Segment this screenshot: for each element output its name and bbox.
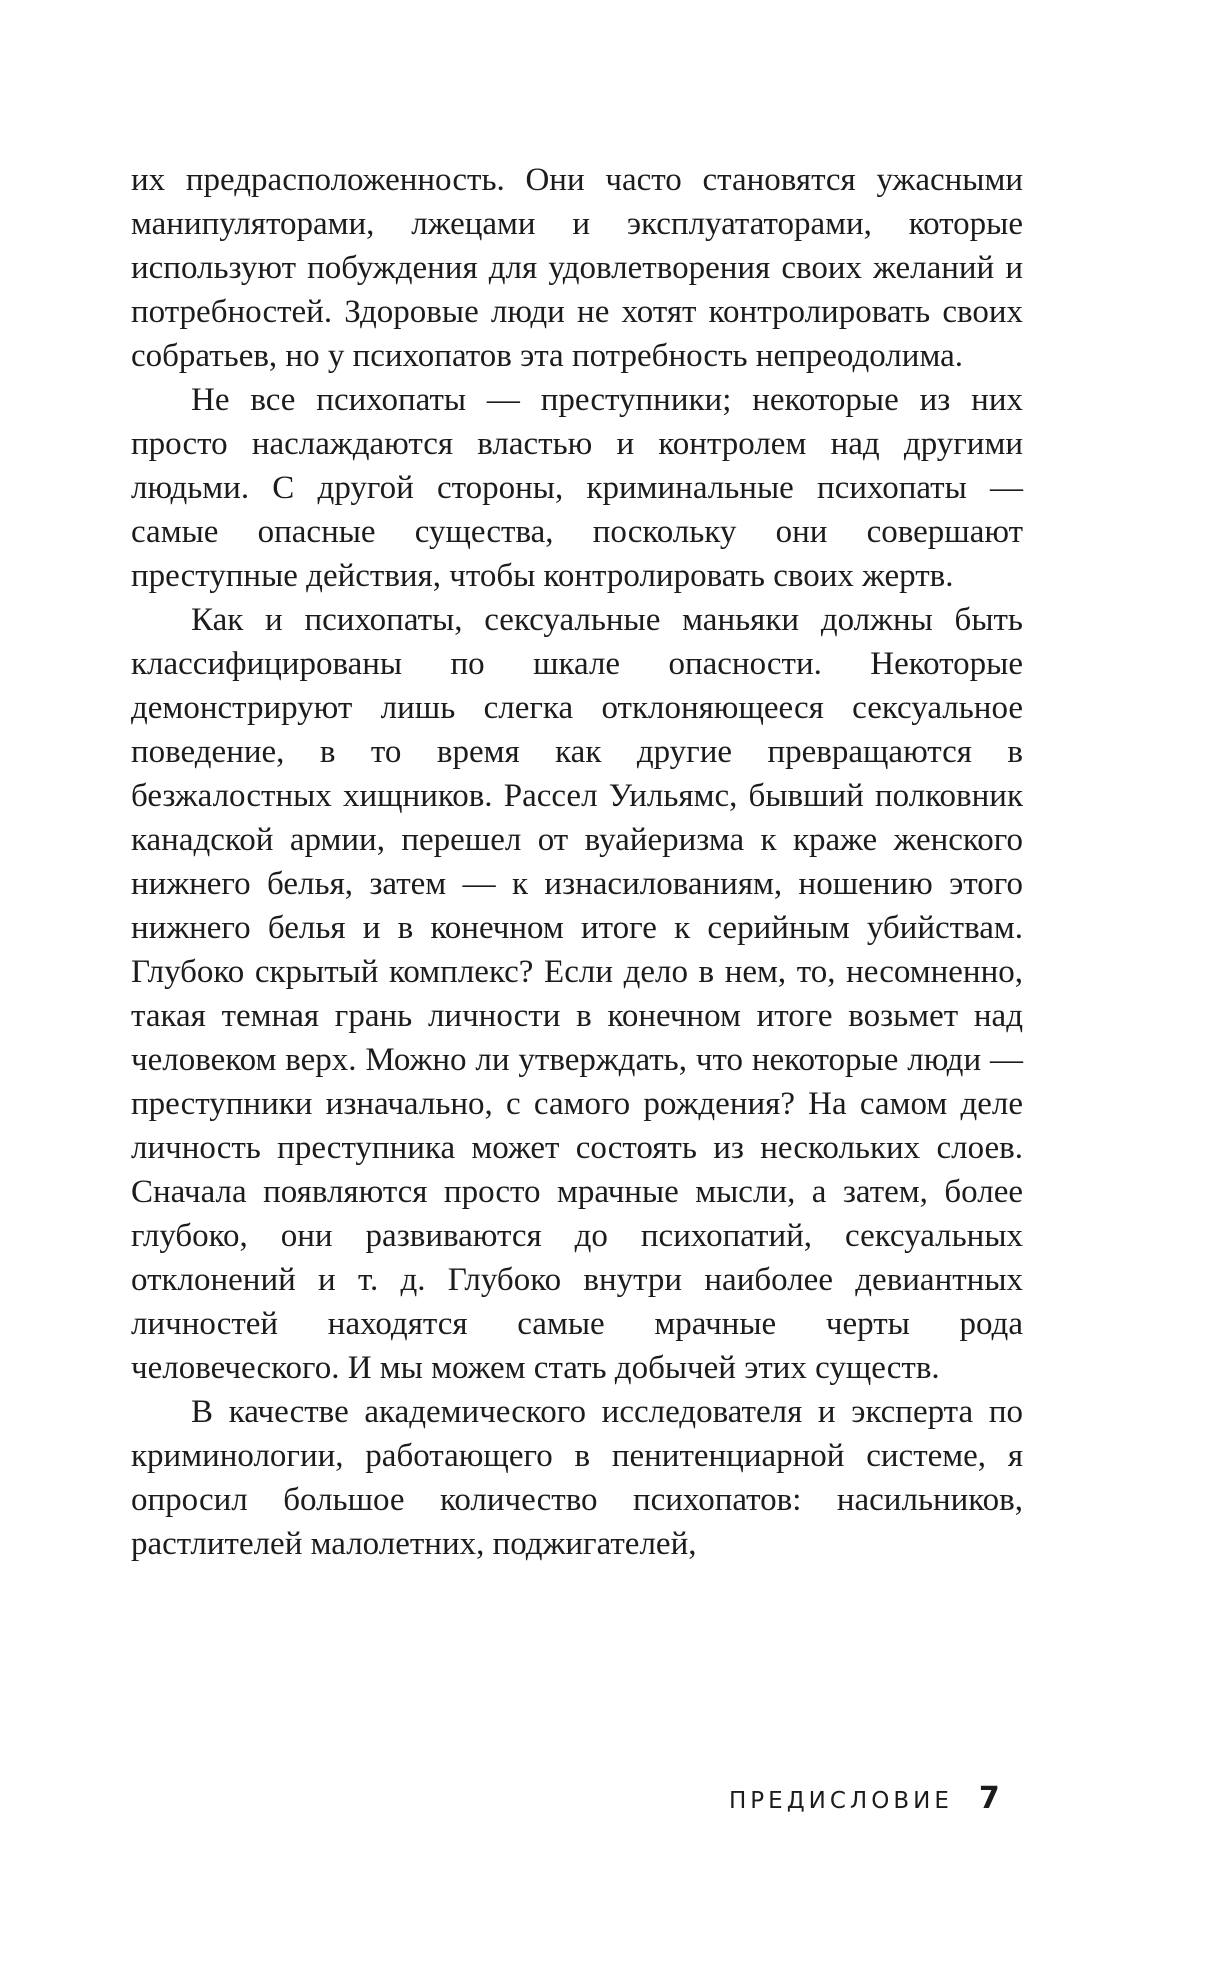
- paragraph-continuation: их предрасположенность. Они часто становятся ужасными манипуляторами, лжецами и эксплуататорами, которые используют побуждения для удовлетворения своих желаний и потребностей. Здоровые люди не хотят контролировать своих собратьев, но у психопатов эта потребность непреодолима.: [131, 162, 1023, 374]
- page-footer: [729, 1781, 1000, 1816]
- page-number: 7: [978, 1781, 1000, 1816]
- running-footer-title: ПРЕДИСЛОВИЕ: [729, 1788, 953, 1814]
- paragraph: Не все психопаты — преступники; некоторые из них просто наслаждаются властью и контролем над другими людьми. С другой стороны, криминальные психопаты — самые опасные существа, поскольку они совершают преступные действия, чтобы контролировать своих жертв.: [131, 382, 1023, 594]
- body-text: [131, 158, 1023, 1566]
- paragraph: Как и психопаты, сексуальные маньяки должны быть классифицированы по шкале опасности. Некоторые демонстрируют лишь слегка отклоняющееся сексуальное поведение, в то время как другие превращаются в безжалостных хищников. Рассел Уильямс, бывший полковник канадской армии, перешел от вуайеризма к краже женского нижнего белья, затем — к изнасилованиям, ношению этого нижнего белья и в конечном итоге к серийным убийствам. Глубоко скрытый комплекс? Если дело в нем, то, несомненно, такая темная грань личности в конечном итоге возьмет над человеком верх. Можно ли утверждать, что некоторые люди — преступники изначально, с самого рождения? На самом деле личность преступника может состоять из нескольких слоев. Сначала появляются просто мрачные мысли, а затем, более глубоко, они развиваются до психопатий, сексуальных отклонений и т. д. Глубоко внутри наиболее девиантных личностей находятся самые мрачные черты рода человеческого. И мы можем стать добычей этих существ.: [131, 602, 1023, 1386]
- paragraph: В качестве академического исследователя и эксперта по криминологии, работающего в пенитенциарной системе, я опросил большое количество психопатов: насильников, растлителей малолетних, поджигателей,: [131, 1394, 1023, 1562]
